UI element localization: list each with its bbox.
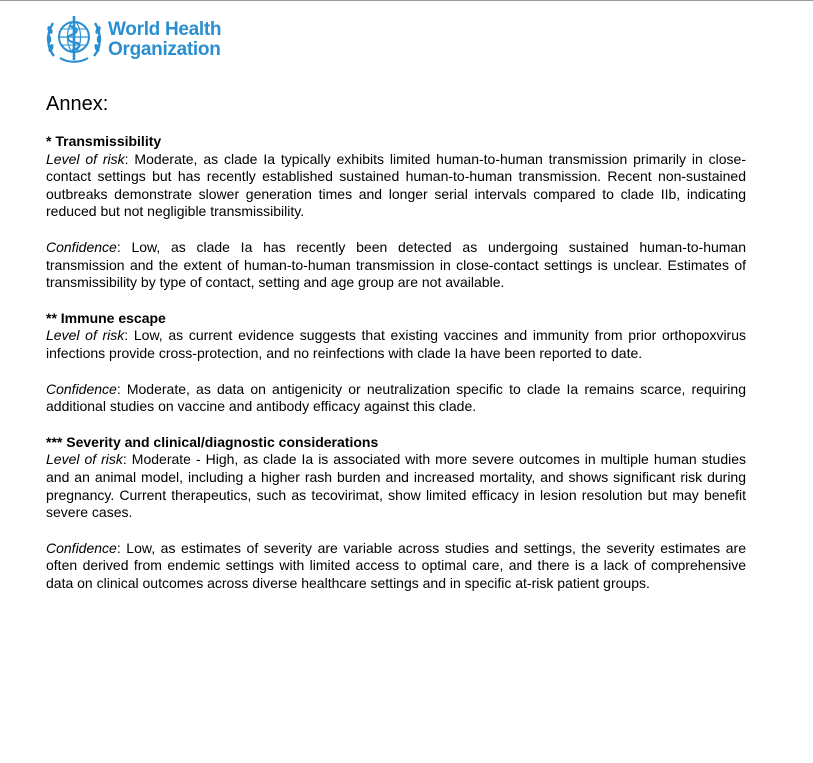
confidence-label: Confidence <box>46 238 117 255</box>
risk-text: : Moderate, as clade Ia typically exhibits limited human-to-human transmission primarily in close-contact settings but has recently established sustained human-to-human transmission. Recent non-sustained outbreaks demonstrate slower generation times and longer serial intervals compared to clade IIb, indicating reduced but not negligible transmissibility. <box>46 150 746 220</box>
confidence-label: Confidence <box>46 380 117 397</box>
risk-paragraph <box>46 151 746 221</box>
page-top-border <box>0 0 813 1</box>
section-immune-escape <box>46 310 746 416</box>
section-marker: ** <box>46 309 57 326</box>
confidence-paragraph <box>46 239 746 292</box>
section-title: Severity and clinical/diagnostic considerations <box>66 433 379 450</box>
confidence-label: Confidence <box>46 539 117 556</box>
risk-text: : Low, as current evidence suggests that existing vaccines and immunity from prior orthopoxvirus infections provide cross-protection, and no reinfections with clade Ia have been reported to date. <box>46 327 747 361</box>
risk-paragraph <box>46 451 746 521</box>
risk-paragraph <box>46 327 746 362</box>
section-marker: * <box>46 133 52 149</box>
risk-text: : Moderate - High, as clade Ia is associated with more severe outcomes in multiple human studies and an animal model, including a higher rash burden and increased mortality, and shows significant risk during pregnancy. Current therapeutics, such as tecovirimat, show limited efficacy in lesion resolution but may benefit severe cases. <box>46 451 746 521</box>
who-emblem-icon <box>44 10 104 68</box>
confidence-paragraph <box>46 381 746 416</box>
who-logo <box>44 10 234 70</box>
section-heading <box>46 434 746 452</box>
section-heading <box>46 310 746 328</box>
confidence-paragraph <box>46 540 746 593</box>
confidence-text: : Moderate, as data on antigenicity or neutralization specific to clade Ia remains scarce, requiring additional studies on vaccine and antibody efficacy against this clade. <box>46 380 746 415</box>
confidence-text: : Low, as estimates of severity are variable across studies and settings, the severity estimates are often derived from endemic settings with limited access to optimal care, and there is a lack of comprehensive data on clinical outcomes across diverse healthcare settings and in specific at-risk patient groups. <box>46 539 746 591</box>
risk-label: Level of risk <box>46 150 125 167</box>
who-wordmark <box>108 20 221 60</box>
logo-line-1: World Health <box>108 19 222 40</box>
risk-label: Level of risk <box>46 327 125 344</box>
section-transmissibility <box>46 133 746 292</box>
annex-content <box>46 133 746 592</box>
risk-label: Level of risk <box>46 451 123 468</box>
section-marker: *** <box>46 433 63 450</box>
confidence-text: : Low, as clade Ia has recently been detected as undergoing sustained human-to-human transmission and the extent of human-to-human transmission in close-contact settings is unclear. Estimates of transmissibility by type of contact, setting and age group are not available. <box>46 238 746 291</box>
section-title: Transmissibility <box>55 133 162 149</box>
section-heading <box>46 133 746 151</box>
page-title: Annex: <box>46 93 109 115</box>
section-title: Immune escape <box>60 309 166 326</box>
section-severity <box>46 434 746 593</box>
logo-line-2: Organization <box>108 39 221 60</box>
